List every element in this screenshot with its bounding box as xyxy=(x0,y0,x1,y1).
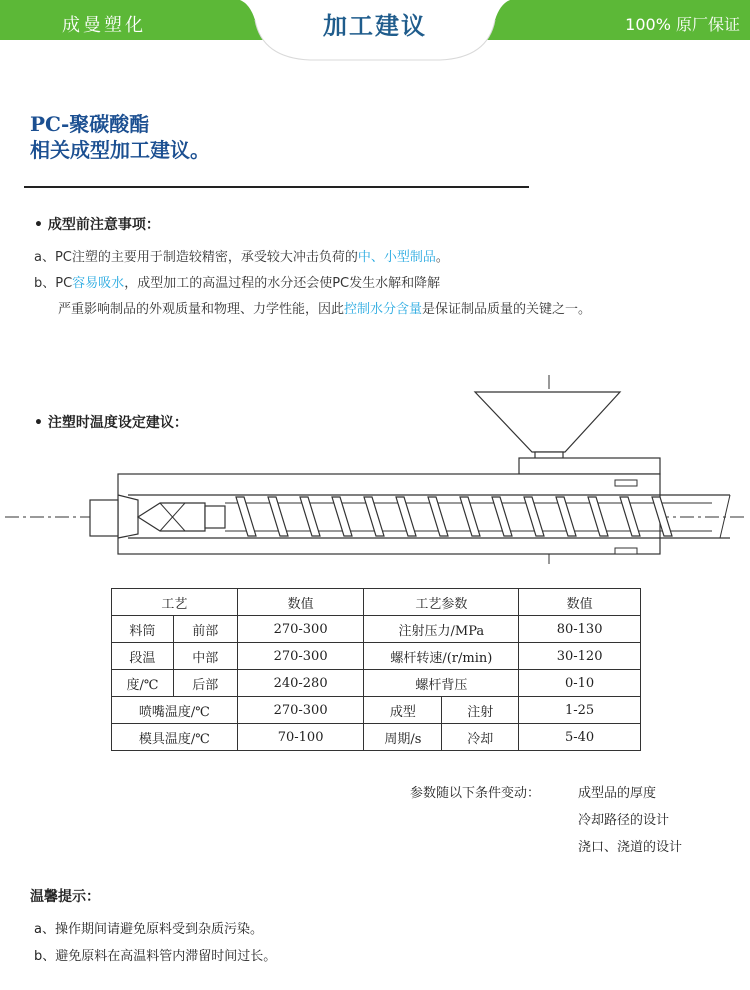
section-title: 加工建议 xyxy=(323,12,427,40)
back-pressure-value: 0-10 xyxy=(519,670,641,697)
barrel-label-1: 料筒 xyxy=(112,616,174,643)
screw-speed-label: 螺杆转速/(r/min) xyxy=(364,643,519,670)
front-value: 270-300 xyxy=(237,616,364,643)
brand-name: 成曼塑化 xyxy=(62,15,146,36)
cool-label: 冷却 xyxy=(442,724,519,751)
note-b-text: b、PC xyxy=(34,276,73,291)
note-b-highlight: 容易吸水 xyxy=(72,276,125,291)
table-row xyxy=(112,697,641,724)
th-process: 工艺 xyxy=(112,589,238,616)
note-b-continued xyxy=(58,298,591,317)
title-line-1: PC-聚碳酸酯 xyxy=(30,112,150,136)
nozzle-value: 270-300 xyxy=(237,697,364,724)
rear-value: 240-280 xyxy=(237,670,364,697)
back-pressure-label: 螺杆背压 xyxy=(364,670,519,697)
inject-label: 注射 xyxy=(442,697,519,724)
front-label: 前部 xyxy=(173,616,237,643)
guarantee-label: 100% 原厂保证 xyxy=(625,15,740,34)
note-a-end: 。 xyxy=(435,250,449,265)
mold-value: 70-100 xyxy=(237,724,364,751)
note-a-text: a、PC注塑的主要用于制造较精密，承受较大冲击负荷的 xyxy=(34,250,358,265)
notes-heading: • 成型前注意事项： xyxy=(34,217,160,233)
middle-label: 中部 xyxy=(173,643,237,670)
inj-pressure-value: 80-130 xyxy=(519,616,641,643)
note-b2-highlight: 控制水分含量 xyxy=(344,302,423,317)
tips-heading: 温馨提示： xyxy=(30,889,100,905)
rear-label: 后部 xyxy=(173,670,237,697)
header-bar xyxy=(0,0,750,64)
title-divider xyxy=(24,186,529,188)
nozzle-label: 喷嘴温度/℃ xyxy=(112,697,238,724)
page-title xyxy=(30,111,210,163)
mold-label: 模具温度/℃ xyxy=(112,724,238,751)
process-parameter-table xyxy=(111,588,641,751)
condition-item: 浇口、浇道的设计 xyxy=(578,840,683,855)
table-row xyxy=(112,670,641,697)
th-value-2: 数值 xyxy=(519,589,641,616)
screw-speed-value: 30-120 xyxy=(519,643,641,670)
inj-pressure-label: 注射压力/MPa xyxy=(364,616,519,643)
tip-a: a、操作期间请避免原料受到杂质污染。 xyxy=(34,922,263,937)
note-b xyxy=(34,272,440,291)
condition-item: 冷却路径的设计 xyxy=(578,813,670,828)
note-b2-text: 严重影响制品的外观质量和物理、力学性能，因此 xyxy=(58,302,345,317)
barrel-label-2: 段温 xyxy=(112,643,174,670)
table-header-row xyxy=(112,589,641,616)
note-b2-end: 是保证制品质量的关键之一。 xyxy=(422,302,592,317)
injection-machine-diagram xyxy=(0,370,750,570)
inject-value: 1-25 xyxy=(519,697,641,724)
middle-value: 270-300 xyxy=(237,643,364,670)
table-row xyxy=(112,616,641,643)
cycle-label-2: 周期/s xyxy=(364,724,442,751)
th-param: 工艺参数 xyxy=(364,589,519,616)
barrel-label-3: 度/℃ xyxy=(112,670,174,697)
tip-b: b、避免原料在高温料管内滞留时间过长。 xyxy=(34,949,277,964)
conditions-label: 参数随以下条件变动： xyxy=(410,786,541,801)
table-row xyxy=(112,724,641,751)
condition-item: 成型品的厚度 xyxy=(578,786,657,801)
cycle-label-1: 成型 xyxy=(364,697,442,724)
note-a-highlight: 中、小型制品 xyxy=(357,250,436,265)
th-value: 数值 xyxy=(237,589,364,616)
cool-value: 5-40 xyxy=(519,724,641,751)
note-b-rest: ，成型加工的高温过程的水分还会使PC发生水解和降解 xyxy=(124,276,441,291)
temp-heading: • 注塑时温度设定建议： xyxy=(34,415,188,431)
note-a xyxy=(34,246,449,265)
title-line-2: 相关成型加工建议。 xyxy=(30,138,210,162)
table-row xyxy=(112,643,641,670)
